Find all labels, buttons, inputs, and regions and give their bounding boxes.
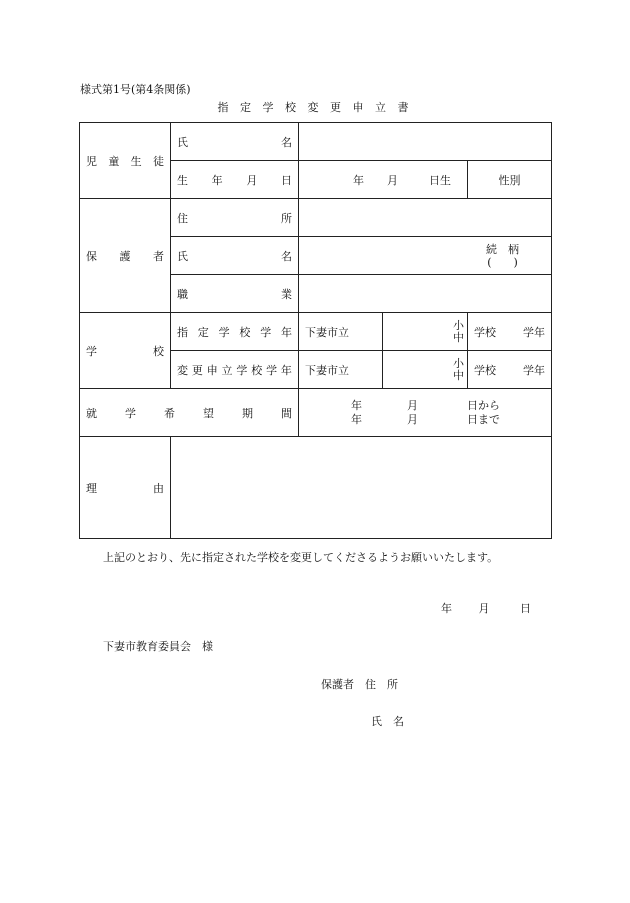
reason-label-first: 理: [86, 481, 97, 495]
student-name-row: [80, 123, 552, 161]
guardian-name-label-second: 名: [281, 249, 292, 263]
period-label-char: 望: [203, 406, 214, 420]
address-label-second: 所: [281, 211, 292, 225]
period-row: [80, 389, 552, 437]
student-label-char: 児: [86, 154, 97, 168]
guardian-label-char: 護: [119, 249, 131, 263]
change-level-middle: 中: [453, 368, 464, 382]
student-name-label-cell: [171, 123, 299, 161]
school-label-first: 学: [86, 344, 97, 358]
student-label-char: 童: [108, 154, 120, 168]
guardian-label-char: 保: [86, 249, 97, 263]
from-day-unit: 日から: [467, 398, 500, 412]
student-label: [86, 153, 164, 169]
birth-label: [177, 172, 292, 188]
designated-grade-word: 学年: [523, 325, 545, 339]
birth-label-cell: [171, 161, 299, 199]
from-year-unit: 年: [351, 398, 362, 412]
reason-label-second: 由: [153, 481, 164, 495]
guardian-address-row: [80, 199, 552, 237]
change-level-small: 小: [453, 356, 464, 370]
birth-label-char: 年: [211, 173, 223, 187]
relation-label: 続 柄: [486, 242, 519, 256]
applicant-name-label: 氏 名: [371, 715, 404, 728]
applicant-address-label: 保護者 住 所: [321, 678, 398, 691]
to-year-unit: 年: [351, 412, 362, 426]
address-label-first: 住: [177, 211, 188, 225]
designated-school-label-char: 学: [218, 325, 230, 339]
designated-grade-field[interactable]: [468, 313, 552, 351]
birth-day-unit: 日生: [429, 173, 451, 187]
occupation-label-cell: [171, 275, 299, 313]
designated-school-word: 学校: [474, 325, 496, 339]
period-label-char: 学: [125, 406, 136, 420]
form-number: 様式第1号(第4条関係): [80, 83, 191, 96]
period-to-line: [351, 413, 545, 427]
occupation-field[interactable]: [299, 275, 552, 313]
student-name-field[interactable]: [299, 123, 552, 161]
guardian-label-char: 者: [153, 249, 164, 263]
from-month-unit: 月: [407, 398, 418, 412]
to-day-unit: 日まで: [467, 412, 500, 426]
occupation-label-second: 業: [281, 287, 292, 301]
period-field[interactable]: [299, 389, 552, 437]
change-grade-word: 学年: [523, 363, 545, 377]
occupation-label-first: 職: [177, 287, 188, 301]
designated-city-school: 下妻市立: [305, 325, 349, 339]
student-label-char: 徒: [152, 154, 164, 168]
guardian-label-cell: [80, 199, 171, 313]
student-label-char: 生: [130, 154, 142, 168]
guardian-label: [86, 248, 164, 264]
request-statement: 上記のとおり、先に指定された学校を変更してくださるようお願いいたします。: [103, 551, 499, 564]
period-label-char: 間: [281, 406, 292, 420]
designated-school-row: [80, 313, 552, 351]
period-label-char: 希: [164, 406, 175, 420]
submission-date: [441, 600, 531, 616]
designated-school-label: [177, 324, 292, 340]
period-label-char: 期: [242, 406, 253, 420]
change-city-cell: [299, 351, 383, 389]
designated-school-label-char: 年: [280, 325, 292, 339]
designated-level-middle: 中: [453, 330, 464, 344]
designated-school-label-cell: [171, 313, 299, 351]
guardian-name-label-first: 氏: [177, 249, 188, 263]
birth-label-char: 日: [280, 173, 292, 187]
guardian-address-field[interactable]: [299, 199, 552, 237]
date-month-unit: 月: [478, 602, 490, 615]
gender-label: 性別: [498, 173, 521, 187]
birth-year-unit: 年: [353, 173, 364, 187]
date-year-unit: 年: [441, 602, 452, 615]
designated-city-cell: [299, 313, 383, 351]
address-label-cell: [171, 199, 299, 237]
name-label-second: 名: [281, 135, 292, 149]
date-day-unit: 日: [520, 602, 531, 615]
change-school-word: 学校: [474, 363, 496, 377]
form-title: 指 定 学 校 変 更 申 立 書: [217, 101, 413, 114]
birth-label-char: 生: [177, 173, 188, 187]
period-label-cell: [80, 389, 299, 437]
change-school-label-char: 更: [191, 363, 203, 377]
birth-date-field[interactable]: [299, 161, 468, 199]
addressee: 下妻市教育委員会 様: [103, 640, 213, 653]
change-school-label: [177, 362, 292, 378]
to-month-unit: 月: [407, 412, 418, 426]
birth-month-unit: 月: [387, 173, 398, 187]
change-school-label-char: 年: [280, 363, 292, 377]
change-school-label-char: 学: [236, 363, 248, 377]
change-school-label-char: 変: [177, 363, 188, 377]
relation-paren: ( ): [487, 255, 518, 269]
designated-school-label-char: 学: [260, 325, 272, 339]
change-school-label-char: 立: [221, 363, 233, 377]
change-city-school: 下妻市立: [305, 363, 349, 377]
change-school-label-cell: [171, 351, 299, 389]
gender-label-cell: [468, 161, 552, 199]
designated-school-label-char: 定: [197, 325, 209, 339]
school-label-cell: [80, 313, 171, 389]
period-from-line: [351, 399, 545, 413]
change-school-label-char: 申: [206, 363, 218, 377]
change-grade-field[interactable]: [468, 351, 552, 389]
reason-row: [80, 437, 552, 539]
designated-level-small: 小: [453, 318, 464, 332]
period-label-char: 就: [86, 406, 97, 420]
application-table: [79, 122, 552, 539]
reason-field[interactable]: [171, 437, 552, 539]
designated-school-name-field[interactable]: [383, 313, 468, 351]
student-label-cell: [80, 123, 171, 199]
guardian-name-field[interactable]: [299, 237, 552, 275]
designated-school-label-char: 校: [239, 325, 251, 339]
birth-label-char: 月: [246, 173, 258, 187]
period-label: [86, 405, 292, 421]
school-label-second: 校: [153, 344, 164, 358]
guardian-name-label-cell: [171, 237, 299, 275]
change-school-name-field[interactable]: [383, 351, 468, 389]
reason-label-cell: [80, 437, 171, 539]
designated-school-label-char: 指: [177, 325, 188, 339]
name-label-first: 氏: [177, 135, 188, 149]
change-school-label-char: 校: [251, 363, 263, 377]
change-school-label-char: 学: [266, 363, 278, 377]
